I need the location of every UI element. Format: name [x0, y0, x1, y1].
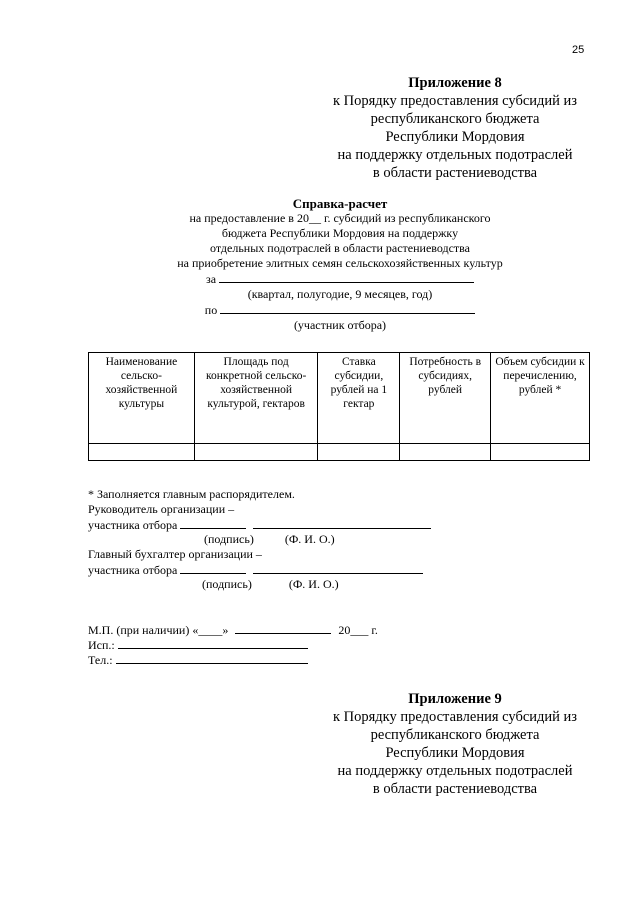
appendix-9-line: к Порядку предоставления субсидий из: [332, 709, 578, 725]
accountant-hints: [88, 577, 431, 592]
form-line: отдельных подотраслей в области растениеводства: [209, 241, 471, 255]
executor-label: Исп.:: [88, 638, 115, 652]
appendix-8-line: к Порядку предоставления субсидий из: [332, 93, 578, 109]
appendix-9-header: [300, 690, 610, 798]
form-title: Справка-расчет: [292, 196, 388, 211]
table-header-row: [89, 353, 590, 444]
form-heading: [140, 196, 540, 333]
appendix-8-line: в области растениеводства: [372, 165, 538, 181]
appendix-8-header: [300, 74, 610, 182]
head-sign-hint: (подпись): [204, 532, 254, 546]
po-row: [140, 302, 540, 318]
stamp-label: М.П. (при наличии) «____»: [88, 623, 229, 637]
phone-label: Тел.:: [88, 653, 113, 667]
accountant-name-hint: (Ф. И. О.): [288, 577, 339, 591]
table-cell[interactable]: [89, 444, 195, 461]
head-title-line: Руководитель организации –: [88, 502, 235, 516]
za-row: [140, 271, 540, 287]
page-number: 25: [572, 44, 585, 56]
appendix-8-title: Приложение 8: [408, 75, 502, 91]
signature-block: [88, 487, 431, 667]
form-line: на предоставление в 20__ г. субсидий из республиканского: [189, 211, 491, 225]
stamp-date-row: [88, 622, 431, 637]
table-row: [89, 444, 590, 461]
accountant-title-line: Главный бухгалтер организации –: [88, 547, 262, 561]
accountant-participant-label: участника отбора: [88, 563, 178, 577]
za-hint: (квартал, полугодие, 9 месяцев, год): [247, 287, 433, 301]
head-sign-field[interactable]: [180, 517, 246, 529]
table-header-cell: Площадь под конкретной сельско-хозяйственной культурой, гектаров: [194, 353, 318, 444]
appendix-9-line: Республики Мордовия: [385, 745, 525, 761]
appendix-9-line: на поддержку отдельных подотраслей: [337, 763, 573, 779]
appendix-9-line: республиканского бюджета: [370, 727, 540, 743]
month-field[interactable]: [235, 622, 331, 634]
head-hints: [88, 532, 431, 547]
head-name-field[interactable]: [253, 517, 431, 529]
po-hint: (участник отбора): [293, 318, 387, 332]
year-label: 20___ г.: [338, 623, 378, 637]
calculation-table: [88, 352, 590, 461]
table-cell[interactable]: [318, 444, 400, 461]
za-field[interactable]: [219, 271, 474, 283]
phone-row: [88, 652, 431, 667]
table-cell[interactable]: [491, 444, 590, 461]
table-cell[interactable]: [400, 444, 491, 461]
accountant-name-field[interactable]: [253, 562, 423, 574]
executor-field[interactable]: [118, 637, 308, 649]
table-header-cell: Наименование сельско-хозяйственной культуры: [89, 353, 195, 444]
head-sign-row: [88, 517, 431, 532]
za-label: за: [205, 272, 217, 286]
phone-field[interactable]: [116, 652, 308, 664]
head-participant-label: участника отбора: [88, 518, 178, 532]
po-field[interactable]: [220, 302, 475, 314]
table-header-cell: Ставка субсидии, рублей на 1 гектар: [318, 353, 400, 444]
appendix-9-title: Приложение 9: [408, 691, 502, 707]
form-line: на приобретение элитных семян сельскохозяйственных культур: [177, 256, 503, 270]
accountant-sign-row: [88, 562, 431, 577]
accountant-sign-hint: (подпись): [202, 577, 252, 591]
appendix-8-line: на поддержку отдельных подотраслей: [337, 147, 573, 163]
head-name-hint: (Ф. И. О.): [284, 532, 335, 546]
table-header-cell: Объем субсидии к перечислению, рублей *: [491, 353, 590, 444]
table-header-cell: Потребность в субсидиях, рублей: [400, 353, 491, 444]
appendix-8-line: Республики Мордовия: [385, 129, 525, 145]
appendix-8-line: республиканского бюджета: [370, 111, 540, 127]
footnote: * Заполняется главным распорядителем.: [88, 487, 295, 501]
form-line: бюджета Республики Мордовия на поддержку: [221, 226, 459, 240]
executor-row: [88, 637, 431, 652]
accountant-sign-field[interactable]: [180, 562, 246, 574]
appendix-9-line: в области растениеводства: [372, 781, 538, 797]
po-label: по: [204, 303, 218, 317]
table-cell[interactable]: [194, 444, 318, 461]
